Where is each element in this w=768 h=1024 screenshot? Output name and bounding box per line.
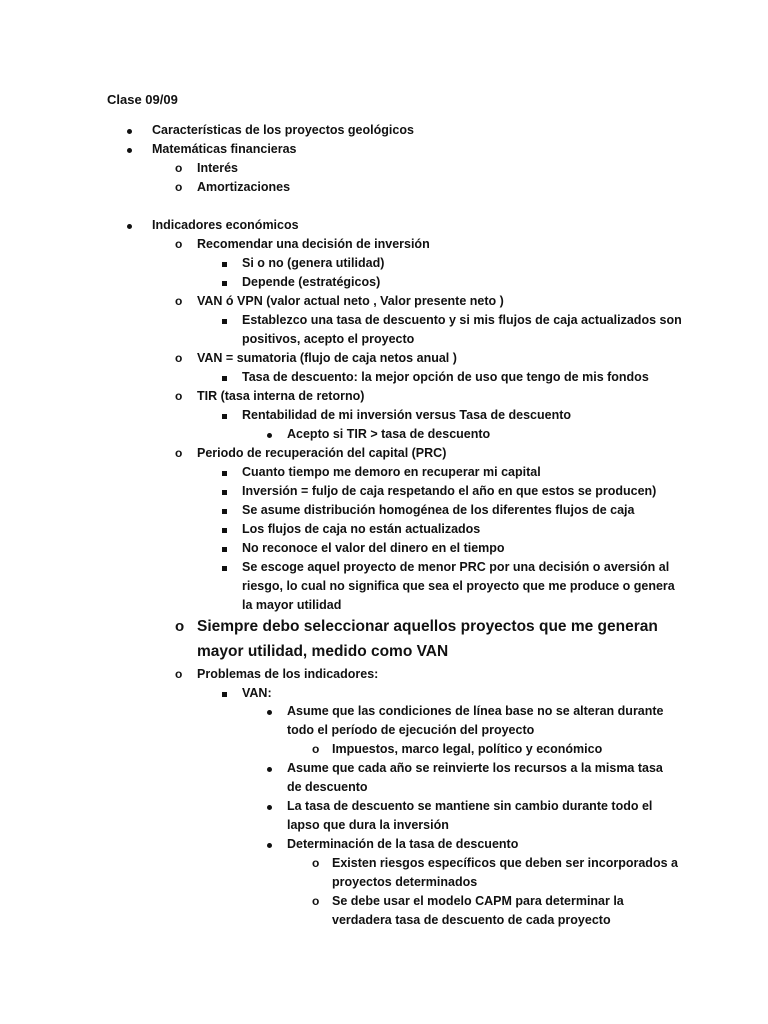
outline-item-text: Depende (estratégicos) bbox=[242, 275, 381, 289]
outline-item-text: verdadera tasa de descuento de cada proyecto bbox=[332, 913, 611, 927]
outline-item-text: Indicadores económicos bbox=[152, 218, 299, 232]
outline-item-text: Tasa de descuento: la mejor opción de uso que tengo de mis fondos bbox=[242, 370, 649, 384]
outline-item-text: Se asume distribución homogénea de los diferentes flujos de caja bbox=[242, 503, 635, 517]
outline-item-text: la mayor utilidad bbox=[242, 598, 342, 612]
outline-item-text: Características de los proyectos geológicos bbox=[152, 123, 414, 137]
outline-item-text: Matemáticas financieras bbox=[152, 142, 297, 156]
bullet-dot-icon bbox=[127, 128, 132, 134]
bullet-circle-icon: o bbox=[175, 161, 183, 175]
bullet-square-icon bbox=[222, 489, 227, 495]
bullet-circle-icon: o bbox=[175, 351, 183, 365]
outline-item-text: Existen riesgos específicos que deben ser incorporados a bbox=[332, 856, 678, 870]
outline-item-text: Interés bbox=[197, 161, 238, 175]
outline-item-text: Amortizaciones bbox=[197, 180, 291, 194]
outline-item-text: Recomendar una decisión de inversión bbox=[197, 237, 430, 251]
outline-item-text: Acepto si TIR > tasa de descuento bbox=[287, 427, 491, 441]
bullet-dot-icon bbox=[267, 804, 272, 810]
bullet-square-icon bbox=[222, 527, 227, 533]
outline-item-text: positivos, acepto el proyecto bbox=[242, 332, 415, 346]
bullet-square-icon bbox=[222, 691, 227, 697]
outline-item-text: de descuento bbox=[287, 780, 368, 794]
bullet-circle-icon: o bbox=[312, 894, 320, 908]
bullet-square-icon bbox=[222, 280, 227, 286]
outline-item-text: No reconoce el valor del dinero en el tiempo bbox=[242, 541, 505, 555]
bullet-circle-icon: o bbox=[312, 742, 320, 756]
bullet-circle-icon: o bbox=[312, 856, 320, 870]
outline-item-text: VAN: bbox=[242, 686, 272, 700]
outline-item-text: VAN = sumatoria (flujo de caja netos anual ) bbox=[197, 351, 457, 365]
outline-item-text: proyectos determinados bbox=[332, 875, 478, 889]
bullet-circle-icon: o bbox=[175, 667, 183, 681]
outline-item-text: Problemas de los indicadores: bbox=[197, 667, 379, 681]
outline-item-text: Si o no (genera utilidad) bbox=[242, 256, 385, 270]
outline-item-text: Rentabilidad de mi inversión versus Tasa de descuento bbox=[242, 408, 572, 422]
bullet-dot-icon bbox=[267, 432, 272, 438]
bullet-dot-icon bbox=[267, 709, 272, 715]
bullet-square-icon bbox=[222, 261, 227, 267]
outline-item-text: Cuanto tiempo me demoro en recuperar mi capital bbox=[242, 465, 541, 479]
bullet-circle-icon: o bbox=[175, 446, 183, 460]
outline-item-text: Se escoge aquel proyecto de menor PRC por una decisión o aversión al bbox=[242, 560, 670, 574]
outline-item-text: riesgo, lo cual no significa que sea el proyecto que me produce o genera bbox=[242, 579, 675, 593]
bullet-dot-icon bbox=[267, 766, 272, 772]
outline-item-text: Se debe usar el modelo CAPM para determinar la bbox=[332, 894, 624, 908]
outline-item-text: lapso que dura la inversión bbox=[287, 818, 449, 832]
bullet-circle-icon: o bbox=[175, 618, 185, 635]
outline-item-text: Asume que las condiciones de línea base no se alteran durante bbox=[287, 704, 664, 718]
bullet-circle-icon: o bbox=[175, 389, 183, 403]
bullet-circle-icon: o bbox=[175, 237, 183, 251]
outline-item-text: todo el período de ejecución del proyecto bbox=[287, 723, 535, 737]
bullet-dot-icon bbox=[127, 223, 132, 229]
outline-item-text: Impuestos, marco legal, político y económico bbox=[332, 742, 603, 756]
bullet-circle-icon: o bbox=[175, 180, 183, 194]
bullet-square-icon bbox=[222, 470, 227, 476]
outline-item-text: VAN ó VPN (valor actual neto , Valor presente neto ) bbox=[197, 294, 504, 308]
bullet-circle-icon: o bbox=[175, 294, 183, 308]
bullet-dot-icon bbox=[127, 147, 132, 153]
outline-item-text: Periodo de recuperación del capital (PRC) bbox=[197, 446, 447, 460]
bullet-square-icon bbox=[222, 508, 227, 514]
bullet-square-icon bbox=[222, 565, 227, 571]
page-title: Clase 09/09 bbox=[107, 92, 178, 107]
outline-item-text: La tasa de descuento se mantiene sin cambio durante todo el bbox=[287, 799, 653, 813]
bullet-square-icon bbox=[222, 318, 227, 324]
outline-item-text: TIR (tasa interna de retorno) bbox=[197, 389, 365, 403]
outline-item-text: Asume que cada año se reinvierte los recursos a la misma tasa bbox=[287, 761, 663, 775]
outline-item-text: Establezco una tasa de descuento y si mis flujos de caja actualizados son bbox=[242, 313, 682, 327]
outline-item-text: Inversión = fuljo de caja respetando el año en que estos se producen) bbox=[242, 484, 657, 498]
bullet-square-icon bbox=[222, 413, 227, 419]
bullet-square-icon bbox=[222, 375, 227, 381]
outline-item-text: Los flujos de caja no están actualizados bbox=[242, 522, 481, 536]
bullet-square-icon bbox=[222, 546, 227, 552]
bullet-dot-icon bbox=[267, 842, 272, 848]
outline-item-text: Determinación de la tasa de descuento bbox=[287, 837, 519, 851]
outline-item-text: mayor utilidad, medido como VAN bbox=[197, 643, 449, 660]
outline-item-text: Siempre debo seleccionar aquellos proyectos que me generan bbox=[197, 618, 658, 635]
